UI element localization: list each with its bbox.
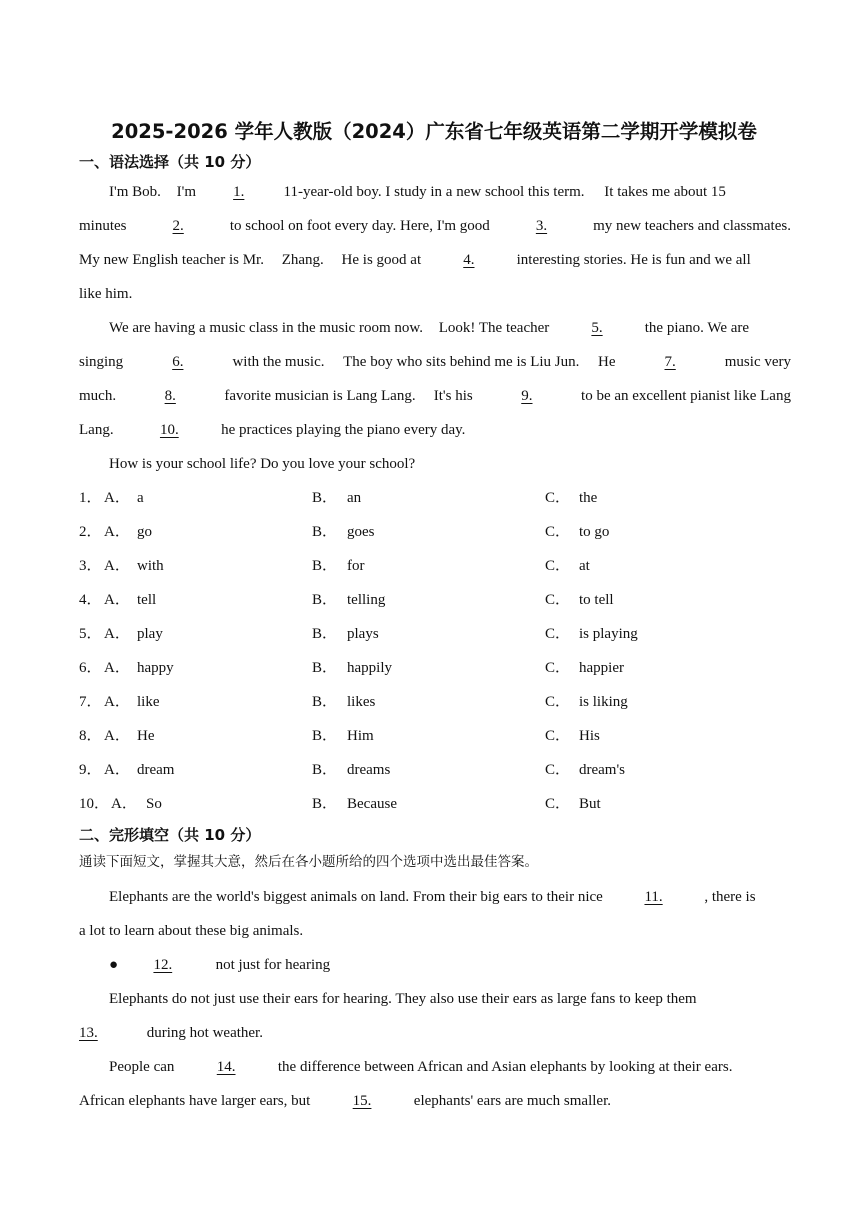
answer-blank[interactable]: 9. — [521, 388, 533, 404]
passage-line: How is your school life? Do you love your school? — [109, 456, 416, 472]
option-b[interactable]: likes — [347, 694, 376, 710]
option-a[interactable]: a — [137, 490, 144, 506]
option-c[interactable]: happier — [579, 660, 624, 676]
bullet-icon: ● — [109, 957, 119, 973]
option-c[interactable]: the — [579, 490, 598, 506]
option-a[interactable]: go — [137, 524, 152, 540]
passage-line: much. 8. favorite musician is Lang Lang. It's his 9. to be an excellent pianist like Lang — [79, 384, 791, 408]
option-c[interactable]: His — [579, 728, 600, 744]
passage-line: 13. during hot weather. — [79, 1021, 791, 1045]
option-b[interactable]: for — [347, 558, 365, 574]
option-a[interactable]: So — [146, 796, 162, 812]
option-b[interactable]: telling — [347, 592, 386, 608]
passage-line: Lang. 10. he practices playing the piano every day. — [79, 418, 791, 442]
option-c[interactable]: to tell — [579, 592, 614, 608]
option-a[interactable]: happy — [137, 660, 174, 676]
answer-blank[interactable]: 13. — [79, 1025, 98, 1041]
passage-line: like him. — [79, 286, 133, 302]
passage-line: Elephants do not just use their ears for hearing. They also use their ears as large fans to keep them — [109, 991, 697, 1007]
option-b[interactable]: happily — [347, 660, 392, 676]
option-c[interactable]: to go — [579, 524, 610, 540]
passage-line: My new English teacher is Mr. Zhang. He is good at 4. interesting stories. He is fun and we all — [79, 248, 791, 272]
option-row: 10． A． So B． Because C． But — [79, 792, 791, 816]
passage-line: ● 12. not just for hearing — [109, 953, 791, 977]
answer-blank[interactable]: 14. — [216, 1059, 236, 1075]
option-row: 5． A． play B． plays C． is playing — [79, 622, 791, 646]
option-row: 4． A． tell B． telling C． to tell — [79, 588, 791, 612]
passage-line: I'm Bob. I'm 1. 11-year-old boy. I study in a new school this term. It takes me about 15 — [109, 180, 791, 204]
option-a[interactable]: like — [137, 694, 160, 710]
option-row: 6． A． happy B． happily C． happier — [79, 656, 791, 680]
passage-line: a lot to learn about these big animals. — [79, 923, 304, 939]
answer-blank[interactable]: 7. — [664, 354, 676, 370]
instruction-line: 通读下面短文，掌握其大意，然后在各小题所给的四个选项中选出最佳答案。 — [79, 854, 538, 870]
passage-line: singing 6. with the music. The boy who sits behind me is Liu Jun. He 7. music very — [79, 350, 791, 374]
option-a[interactable]: He — [137, 728, 155, 744]
page-title: 2025-2026 学年人教版（2024）广东省七年级英语第二学期开学模拟卷 — [111, 120, 757, 143]
option-row: 3． A． with B． for C． at — [79, 554, 791, 578]
option-a[interactable]: play — [137, 626, 163, 642]
option-c[interactable]: is liking — [579, 694, 628, 710]
option-row: 1． A． a B． an C． the — [79, 486, 791, 510]
section-heading-cloze: 二、完形填空（共 10 分） — [79, 826, 261, 844]
passage-line: African elephants have larger ears, but 15. elephants' ears are much smaller. — [79, 1089, 791, 1113]
option-a[interactable]: tell — [137, 592, 157, 608]
option-c[interactable]: dream's — [579, 762, 626, 778]
answer-blank[interactable]: 2. — [172, 218, 184, 234]
option-c[interactable]: at — [579, 558, 590, 574]
option-b[interactable]: Him — [347, 728, 374, 744]
option-a[interactable]: dream — [137, 762, 175, 778]
option-row: 9． A． dream B． dreams C． dream's — [79, 758, 791, 782]
passage-line: minutes 2. to school on foot every day. Here, I'm good 3. my new teachers and classmates. — [79, 214, 791, 238]
answer-blank[interactable]: 3. — [535, 218, 548, 234]
option-c[interactable]: is playing — [579, 626, 638, 642]
section-heading-grammar: 一、语法选择（共 10 分） — [79, 153, 261, 171]
option-row: 2． A． go B． goes C． to go — [79, 520, 791, 544]
option-b[interactable]: dreams — [347, 762, 391, 778]
option-row: 8． A． He B． Him C． His — [79, 724, 791, 748]
option-b[interactable]: an — [347, 490, 362, 506]
answer-blank[interactable]: 4. — [463, 252, 475, 268]
option-a[interactable]: with — [137, 558, 164, 574]
answer-blank[interactable]: 12. — [153, 957, 173, 973]
option-b[interactable]: plays — [347, 626, 379, 642]
option-c[interactable]: But — [579, 796, 601, 812]
answer-blank[interactable]: 6. — [172, 354, 184, 370]
passage-line: We are having a music class in the music room now. Look! The teacher 5. the piano. We are — [109, 316, 791, 340]
answer-blank[interactable]: 5. — [591, 320, 603, 336]
option-b[interactable]: goes — [347, 524, 375, 540]
passage-line: Elephants are the world's biggest animals on land. From their big ears to their nice 11. , there is — [109, 885, 791, 909]
answer-blank[interactable]: 10. — [159, 422, 179, 438]
passage-line: People can 14. the difference between African and Asian elephants by looking at their ears. — [109, 1055, 791, 1079]
answer-blank[interactable]: 1. — [233, 184, 245, 200]
option-b[interactable]: Because — [347, 796, 397, 812]
answer-blank[interactable]: 11. — [644, 889, 663, 905]
answer-blank[interactable]: 15. — [352, 1093, 372, 1109]
answer-blank[interactable]: 8. — [164, 388, 176, 404]
option-row: 7． A． like B． likes C． is liking — [79, 690, 791, 714]
